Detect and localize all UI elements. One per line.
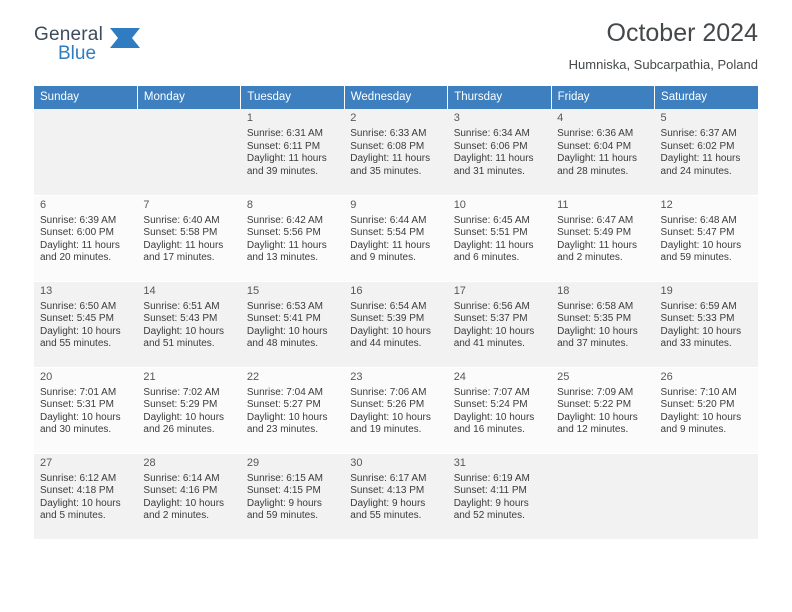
day-info-line: and 20 minutes. [40,252,112,264]
calendar-week-row [34,367,758,453]
day-info-line: Sunrise: 7:09 AM [557,386,634,398]
day-info-line: Sunset: 4:16 PM [143,485,218,497]
calendar-day-cell [655,281,758,367]
logo-word-blue: Blue [58,43,97,64]
day-number: 22 [246,370,260,383]
day-info-line: Sunrise: 6:56 AM [453,300,530,312]
day-number: 15 [246,284,260,297]
calendar-day-cell [241,453,344,539]
day-info-line: and 2 minutes. [143,510,210,522]
day-info-line: and 12 minutes. [557,424,629,436]
day-info-line: Daylight: 10 hours [453,411,535,423]
calendar-cell-empty [551,453,654,539]
day-info-line: Sunrise: 6:34 AM [453,128,530,139]
day-info-line: Daylight: 11 hours [453,239,534,251]
day-info-line: Daylight: 10 hours [246,411,328,423]
day-info-line: and 44 minutes. [350,338,422,350]
day-sun-info [143,301,234,351]
day-info-line: Sunrise: 6:53 AM [246,300,323,312]
day-sun-info [40,387,131,437]
day-info-line: Sunset: 5:45 PM [40,313,114,325]
day-number: 31 [453,456,466,469]
calendar-day-cell [551,367,654,453]
day-info-line: Daylight: 9 hours [453,497,529,509]
day-sun-info [661,128,752,178]
day-info-line: and 26 minutes. [143,424,215,436]
day-info-line: Sunset: 6:02 PM [660,140,735,152]
day-sun-info [40,215,131,265]
calendar-day-cell [137,453,240,539]
calendar-day-cell [34,453,137,539]
day-number: 28 [143,456,156,469]
day-sun-info [350,301,441,351]
day-info-line: Daylight: 10 hours [660,325,742,337]
day-number: 29 [246,456,260,469]
day-number: 18 [557,284,570,297]
day-info-line: and 55 minutes. [350,510,422,522]
calendar-day-cell [344,453,447,539]
calendar-day-cell [241,281,344,367]
day-info-line: Sunset: 5:39 PM [350,313,425,325]
day-number: 17 [453,284,466,297]
page-header [34,0,758,74]
day-info-line: Daylight: 10 hours [453,325,535,337]
day-info-line: Sunrise: 6:48 AM [660,214,737,226]
calendar-day-cell [344,367,447,453]
day-sun-info [350,128,441,178]
day-info-line: Sunset: 5:37 PM [453,313,528,325]
calendar-day-cell [448,281,551,367]
day-number: 7 [143,198,150,211]
day-info-line: Daylight: 10 hours [40,325,121,337]
day-info-line: and 9 minutes. [350,252,416,264]
day-sun-info [143,215,234,265]
day-info-line: Daylight: 11 hours [40,239,120,251]
day-info-line: Sunrise: 6:58 AM [557,300,634,312]
weekday-header-tuesday: Tuesday [241,86,344,109]
day-sun-info [557,128,648,178]
day-info-line: Daylight: 11 hours [246,239,327,251]
day-sun-info [143,387,234,437]
calendar-day-cell [137,195,240,281]
day-info-line: and 30 minutes. [40,424,112,436]
day-info-line: Sunrise: 6:37 AM [660,128,737,139]
day-number: 2 [350,112,357,124]
day-info-line: Sunset: 5:51 PM [453,227,528,239]
logo-word-general: General [34,24,103,45]
calendar-day-cell [344,281,447,367]
day-number: 4 [557,112,564,124]
day-info-line: Sunset: 5:27 PM [246,399,321,411]
day-info-line: and 9 minutes. [660,424,727,436]
flag-icon [108,26,142,50]
day-info-line: and 59 minutes. [660,252,732,264]
day-info-line: Sunrise: 7:04 AM [246,386,323,398]
day-info-line: Sunset: 6:04 PM [557,140,632,152]
day-sun-info [454,387,545,437]
sunrise-sunset-calendar [34,86,758,540]
day-sun-info [40,473,131,523]
day-info-line: Daylight: 11 hours [453,153,534,165]
day-info-line: Sunset: 5:31 PM [40,399,114,411]
day-info-line: Sunrise: 6:47 AM [557,214,634,226]
day-info-line: and 37 minutes. [557,338,629,350]
day-info-line: and 31 minutes. [453,165,525,177]
day-info-line: Daylight: 10 hours [660,239,742,251]
day-info-line: and 23 minutes. [246,424,319,436]
day-number: 24 [453,370,466,383]
day-info-line: Daylight: 11 hours [350,239,431,251]
calendar-day-cell [241,367,344,453]
day-number: 19 [660,284,673,297]
day-sun-info [661,387,752,437]
day-number: 23 [350,370,363,383]
calendar-cell-empty [655,453,758,539]
day-info-line: Sunrise: 6:42 AM [246,214,323,226]
day-info-line: Daylight: 10 hours [143,411,225,423]
day-info-line: and 17 minutes. [143,252,215,264]
day-number: 27 [40,456,53,469]
day-info-line: Sunset: 5:20 PM [660,399,735,411]
calendar-day-cell [344,109,447,195]
day-info-line: Sunrise: 6:12 AM [40,472,117,484]
day-number: 10 [453,198,466,211]
day-number: 9 [350,198,357,211]
day-info-line: Sunrise: 6:45 AM [453,214,530,226]
calendar-week-row [34,281,758,367]
day-info-line: Sunset: 5:47 PM [660,227,735,239]
day-sun-info [350,387,441,437]
day-info-line: Sunrise: 6:15 AM [246,472,323,484]
day-sun-info [247,473,338,523]
day-sun-info [661,301,752,351]
day-info-line: Sunset: 5:56 PM [246,227,321,239]
day-info-line: and 5 minutes. [40,510,106,522]
day-number: 16 [350,284,363,297]
day-info-line: and 35 minutes. [350,165,422,177]
day-info-line: Sunrise: 7:07 AM [453,386,530,398]
day-info-line: Sunrise: 6:36 AM [557,128,634,139]
calendar-day-cell [655,367,758,453]
day-info-line: Daylight: 10 hours [143,497,225,509]
day-info-line: Sunset: 4:13 PM [350,485,425,497]
day-info-line: and 59 minutes. [246,510,319,522]
calendar-day-cell [551,195,654,281]
day-info-line: Sunrise: 6:54 AM [350,300,427,312]
day-info-line: Sunset: 5:26 PM [350,399,425,411]
weekday-header-thursday: Thursday [448,86,551,109]
day-info-line: Daylight: 10 hours [350,411,431,423]
day-info-line: Daylight: 10 hours [40,497,121,509]
day-info-line: Sunset: 5:41 PM [246,313,321,325]
day-info-line: and 6 minutes. [453,252,520,264]
calendar-cell-empty [34,109,137,195]
calendar-day-cell [448,453,551,539]
calendar-day-cell [34,367,137,453]
day-sun-info [557,387,648,437]
calendar-day-cell [448,195,551,281]
calendar-day-cell [34,195,137,281]
day-info-line: Sunrise: 6:40 AM [143,214,220,226]
day-info-line: Sunset: 5:35 PM [557,313,632,325]
day-sun-info [557,301,648,351]
day-info-line: Daylight: 9 hours [350,497,426,509]
weekday-header-saturday: Saturday [655,86,758,109]
day-sun-info [454,473,545,523]
day-info-line: Sunrise: 6:33 AM [350,128,427,139]
day-number: 8 [246,198,253,211]
day-info-line: Sunset: 5:33 PM [660,313,735,325]
day-info-line: and 28 minutes. [557,165,629,177]
day-sun-info [247,128,338,178]
day-number: 14 [143,284,156,297]
day-info-line: Daylight: 10 hours [660,411,742,423]
calendar-day-cell [344,195,447,281]
day-info-line: Sunrise: 6:14 AM [143,472,220,484]
day-number: 21 [143,370,156,383]
logo [34,24,174,68]
day-info-line: Sunrise: 6:31 AM [246,128,323,139]
day-number: 30 [350,456,363,469]
day-info-line: Sunrise: 6:19 AM [453,472,530,484]
day-info-line: Daylight: 11 hours [660,153,741,165]
day-info-line: and 41 minutes. [453,338,525,350]
day-info-line: Sunset: 5:43 PM [143,313,218,325]
calendar-day-cell [448,367,551,453]
day-number: 5 [660,112,667,124]
day-info-line: Daylight: 10 hours [246,325,328,337]
day-info-line: Daylight: 11 hours [557,153,637,165]
day-sun-info [454,215,545,265]
day-info-line: Sunrise: 6:51 AM [143,300,220,312]
day-info-line: and 51 minutes. [143,338,215,350]
day-sun-info [454,128,545,178]
day-number: 13 [40,284,53,297]
day-info-line: and 55 minutes. [40,338,112,350]
day-info-line: Daylight: 11 hours [246,153,327,165]
day-sun-info [557,215,648,265]
calendar-day-cell [137,281,240,367]
calendar-week-row [34,109,758,195]
day-info-line: and 16 minutes. [453,424,525,436]
day-number: 3 [453,112,460,124]
day-info-line: and 2 minutes. [557,252,623,264]
day-info-line: Sunset: 5:49 PM [557,227,632,239]
day-sun-info [454,301,545,351]
day-number: 12 [660,198,673,211]
day-info-line: and 52 minutes. [453,510,525,522]
day-number: 1 [246,112,253,124]
day-info-line: Daylight: 9 hours [246,497,322,509]
day-sun-info [350,473,441,523]
calendar-day-cell [34,281,137,367]
day-number: 11 [557,198,569,211]
day-info-line: Sunrise: 7:01 AM [40,386,117,398]
day-number: 25 [557,370,570,383]
day-info-line: Sunset: 5:22 PM [557,399,632,411]
day-info-line: Daylight: 11 hours [143,239,224,251]
day-info-line: Daylight: 10 hours [557,325,638,337]
day-number: 20 [40,370,53,383]
day-sun-info [247,387,338,437]
day-info-line: Sunrise: 6:50 AM [40,300,117,312]
day-info-line: and 13 minutes. [246,252,319,264]
day-number: 26 [660,370,673,383]
weekday-header-monday: Monday [137,86,240,109]
day-info-line: Daylight: 10 hours [143,325,225,337]
day-info-line: Sunset: 6:08 PM [350,140,425,152]
calendar-day-cell [448,109,551,195]
day-info-line: Sunrise: 7:02 AM [143,386,220,398]
day-info-line: and 39 minutes. [246,165,319,177]
day-info-line: Sunrise: 7:06 AM [350,386,427,398]
weekday-header-sunday: Sunday [34,86,137,109]
weekday-header-row [34,86,758,109]
day-info-line: Sunset: 5:29 PM [143,399,218,411]
day-info-line: Sunrise: 6:17 AM [350,472,427,484]
day-info-line: Sunrise: 6:59 AM [660,300,737,312]
day-sun-info [247,301,338,351]
day-info-line: Sunset: 4:15 PM [246,485,321,497]
page-title: October 2024 [606,19,758,47]
calendar-cell-empty [137,109,240,195]
day-info-line: and 19 minutes. [350,424,422,436]
location-subtitle: Humniska, Subcarpathia, Poland [568,57,758,72]
weekday-header-friday: Friday [551,86,654,109]
calendar-day-cell [551,109,654,195]
day-sun-info [247,215,338,265]
day-info-line: Daylight: 10 hours [557,411,638,423]
day-info-line: Sunset: 6:06 PM [453,140,528,152]
day-info-line: Sunset: 5:58 PM [143,227,218,239]
calendar-day-cell [551,281,654,367]
day-info-line: Sunset: 6:00 PM [40,227,114,239]
day-info-line: Daylight: 11 hours [350,153,431,165]
day-info-line: Sunset: 4:11 PM [453,485,527,497]
calendar-day-cell [655,109,758,195]
day-info-line: Sunset: 4:18 PM [40,485,114,497]
title-block [569,18,758,73]
day-sun-info [143,473,234,523]
calendar-week-row [34,453,758,539]
day-info-line: Sunrise: 6:39 AM [40,214,117,226]
weekday-header-wednesday: Wednesday [344,86,447,109]
day-sun-info [40,301,131,351]
calendar-day-cell [137,367,240,453]
day-info-line: and 33 minutes. [660,338,732,350]
day-info-line: Daylight: 10 hours [40,411,121,423]
day-sun-info [661,215,752,265]
calendar-day-cell [241,195,344,281]
day-info-line: Sunrise: 6:44 AM [350,214,427,226]
day-info-line: Sunset: 5:54 PM [350,227,425,239]
day-number: 6 [40,198,47,211]
day-info-line: Sunrise: 7:10 AM [660,386,737,398]
day-info-line: Daylight: 11 hours [557,239,637,251]
day-info-line: and 24 minutes. [660,165,732,177]
day-sun-info [350,215,441,265]
calendar-day-cell [241,109,344,195]
day-info-line: and 48 minutes. [246,338,319,350]
calendar-week-row [34,195,758,281]
day-info-line: Sunset: 5:24 PM [453,399,528,411]
day-info-line: Sunset: 6:11 PM [246,140,321,152]
calendar-day-cell [655,195,758,281]
day-info-line: Daylight: 10 hours [350,325,431,337]
calendar-body [34,109,758,539]
